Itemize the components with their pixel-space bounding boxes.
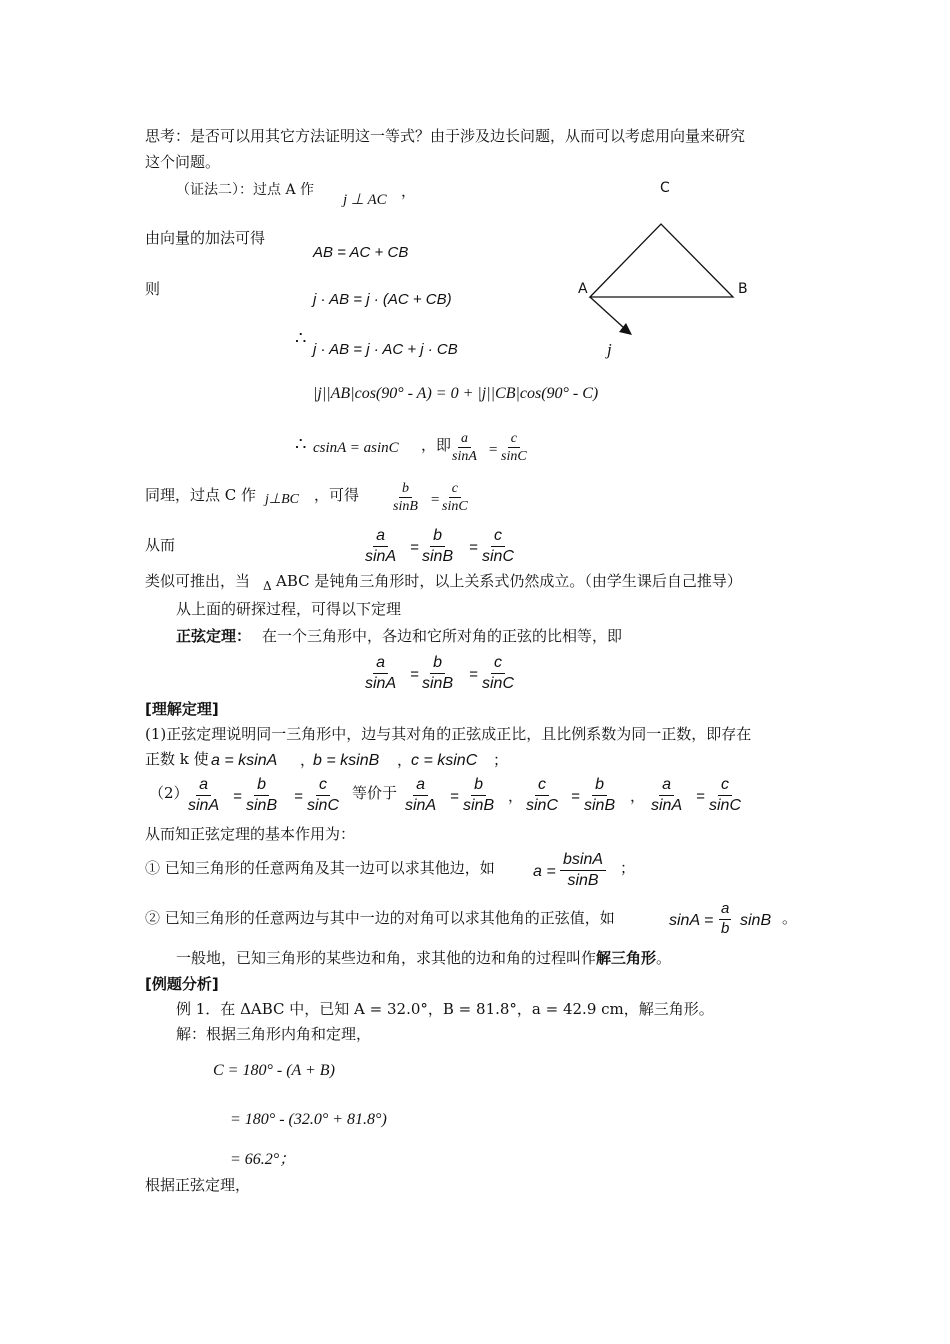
vertex-a-label: A — [578, 281, 588, 297]
vector-add-formula: AB = AC + CB — [313, 244, 409, 261]
item2-fraction: $\frac{a}{b}$ — [721, 900, 730, 937]
then-label: 则 — [145, 280, 161, 298]
solution-line: 解：根据三角形内角和定理， — [176, 1025, 372, 1043]
theorem-title: 正弦定理： — [176, 627, 252, 645]
formula-b-ksinB: b = ksinB — [313, 752, 380, 769]
dot-product-formula: j · AB = j · AC + j · CB — [313, 341, 458, 358]
sep-comma: ， — [508, 787, 524, 805]
hence-label: 从而 — [145, 536, 176, 554]
delta-symbol: Δ — [263, 579, 272, 593]
vertex-c-label: C — [660, 180, 670, 196]
same-after: ，可得 — [314, 486, 360, 504]
item-1: ① 已知三角形的任意两角及其一边可以求其他边，如 — [145, 859, 495, 877]
fraction-b-sinB: $\frac{b}{\sin B}$ — [393, 481, 418, 515]
equals-sign: = — [450, 788, 459, 805]
fraction-c-sinC: $\frac{c}{\sin C}$ — [501, 431, 527, 465]
triangle-diagram — [580, 215, 750, 340]
vector-j-label: j — [607, 340, 612, 359]
formula-c-ksinC: c = ksinC — [411, 752, 478, 769]
vector-j-line — [590, 297, 624, 328]
equals-sign: = — [488, 442, 499, 458]
obtuse-rest: ABC 是钝角三角形时，以上关系式仍然成立。（由学生课后自己推导） — [276, 572, 742, 590]
fraction-a-sinA: $\frac{a}{\sin A}$ — [452, 431, 477, 465]
law-frac-b: $\frac{b}{\sin B}$ — [422, 527, 454, 565]
sep-comma: ， — [300, 751, 316, 769]
p2-frac-a: $\frac{a}{\sin A}$ — [188, 776, 220, 814]
item1-end: ； — [620, 859, 636, 877]
csinA-asinC: csinA = asinC — [313, 440, 399, 456]
intro-line-2: 这个问题。 — [145, 153, 221, 171]
law-of-sines-line: 根据正弦定理， — [145, 1176, 251, 1194]
equals-sign: = — [469, 666, 478, 683]
sep-comma: ， — [630, 787, 646, 805]
equiv-frac-b-2: $\frac{b}{\sin B}$ — [584, 776, 616, 814]
step-3: = 66.2°； — [230, 1151, 296, 1168]
equals-sign: = — [410, 666, 419, 683]
obtuse-lead: 类似可推出，当 — [145, 572, 251, 590]
p2-frac-c: $\frac{c}{\sin C}$ — [307, 776, 340, 814]
p2-frac-b: $\frac{b}{\sin B}$ — [246, 776, 278, 814]
equiv-frac-a-2: $\frac{a}{\sin A}$ — [651, 776, 683, 814]
fraction-c-sinC-2: $\frac{c}{\sin C}$ — [442, 481, 468, 515]
proof-lead-comma: ， — [401, 182, 417, 200]
equiv-text: 等价于 — [352, 784, 398, 802]
equiv-frac-b: $\frac{b}{\sin B}$ — [463, 776, 495, 814]
vertex-b-label: B — [738, 281, 748, 297]
vector-add-label: 由向量的加法可得 — [145, 229, 266, 247]
understand-p2-label: （2） — [149, 784, 189, 802]
step-2: = 180° - (32.0° + 81.8°) — [230, 1111, 387, 1128]
intro-line-1: 思考：是否可以用其它方法证明这一等式？由于涉及边长问题，从而可以考虑用向量来研究 — [145, 127, 746, 145]
equals-sign: = — [430, 492, 441, 508]
equals-sign: = — [571, 788, 580, 805]
cosine-formula: |j||AB|cos(90° - A) = 0 + |j||CB|cos(90° - C) — [313, 385, 599, 402]
equals-sign: = — [696, 788, 705, 805]
therefore-symbol-1: ∴ — [295, 328, 307, 349]
item-2: ② 已知三角形的任意两边与其中一边的对角可以求其他角的正弦值，如 — [145, 909, 615, 927]
equals-sign: = — [410, 539, 419, 556]
ji-text: ，即 — [421, 436, 452, 454]
same-label: 同理，过点 C 作 — [145, 486, 257, 504]
law-frac-c: $\frac{c}{\sin C}$ — [482, 654, 515, 692]
understand-p1-line2: 正数 k 使 — [145, 750, 209, 768]
same-formula: j⊥BC — [265, 492, 299, 507]
example-1: 例 1．在 ΔABC 中，已知 A = 32.0°，B = 81.8°，a = 42.9 cm，解三角形。 — [176, 1000, 714, 1018]
equiv-frac-c-2: $\frac{c}{\sin C}$ — [709, 776, 742, 814]
sep-comma: ， — [397, 751, 413, 769]
law-frac-a: $\frac{a}{\sin A}$ — [365, 527, 397, 565]
basic-role-text: 从而知正弦定理的基本作用为： — [145, 825, 356, 843]
then-formula: j · AB = j · (AC + CB) — [313, 291, 452, 308]
equals-sign: = — [294, 788, 303, 805]
triangle-abc — [590, 224, 733, 297]
step-1: C = 180° - (A + B) — [213, 1062, 335, 1079]
item1-lhs: a = — [533, 863, 556, 880]
equals-sign: = — [233, 788, 242, 805]
item2-end: 。 — [782, 909, 798, 927]
equiv-frac-a: $\frac{a}{\sin A}$ — [405, 776, 437, 814]
research-text: 从上面的研探过程，可得以下定理 — [176, 600, 402, 618]
therefore-symbol-2: ∴ — [295, 434, 307, 455]
item2-lhs: sinA = — [669, 912, 714, 929]
equiv-frac-c: $\frac{c}{\sin C}$ — [526, 776, 559, 814]
law-frac-c: $\frac{c}{\sin C}$ — [482, 527, 515, 565]
law-frac-a: $\frac{a}{\sin A}$ — [365, 654, 397, 692]
example-heading: [例题分析] — [145, 975, 219, 993]
item1-fraction: $\frac{bsinA}{\sin B}$ — [560, 851, 606, 889]
understand-heading: [理解定理] — [145, 700, 219, 718]
p1-end: ； — [493, 751, 509, 769]
understand-p1-line1: (1)正弦定理说明同一三角形中，边与其对角的正弦成正比，且比例系数为同一正数，即存在 — [145, 725, 752, 743]
formula-a-ksinA: a = ksinA — [211, 752, 278, 769]
item2-rhs: sinB — [740, 912, 772, 929]
proof-lead-formula: j ⊥ AC — [343, 192, 387, 208]
theorem-text: 在一个三角形中，各边和它所对角的正弦的比相等，即 — [262, 627, 623, 645]
solve-triangle-term: 解三角形 — [596, 949, 657, 967]
equals-sign: = — [469, 539, 478, 556]
general-text: 一般地，已知三角形的某些边和角，求其他的边和角的过程叫作解三角形。 — [176, 949, 672, 967]
proof-lead: （证法二）：过点 A 作 — [176, 182, 315, 198]
law-frac-b: $\frac{b}{\sin B}$ — [422, 654, 454, 692]
